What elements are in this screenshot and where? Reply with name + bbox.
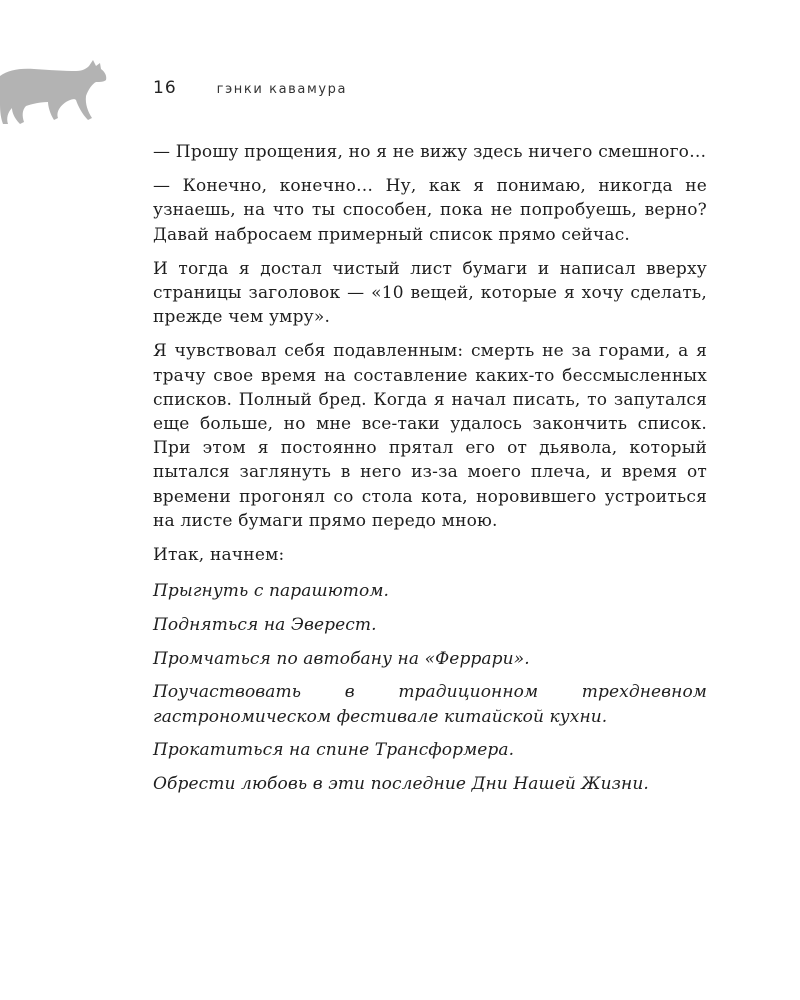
page-number: 16 — [153, 78, 177, 98]
list-item: Промчаться по автобану на «Феррари». — [153, 648, 530, 669]
list-item: Обрести любовь в эти последние Дни Нашей Жизни. — [153, 773, 649, 794]
list-item: Прыгнуть с парашютом. — [153, 581, 390, 602]
list-item: Поучаствовать в традиционном трехдневном гастрономическом фестивале китайской кухни. — [153, 682, 707, 727]
page-body — [153, 140, 707, 806]
page-header — [153, 78, 347, 98]
paragraph: И тогда я достал чистый лист бумаги и написал вверху страницы заголовок — «10 вещей, которые я хочу сделать, прежде чем умру». — [153, 258, 707, 328]
paragraph: — Прошу прощения, но я не вижу здесь ничего смешного… — [153, 142, 707, 162]
list-intro: Итак, начнем: — [153, 545, 285, 566]
cat-silhouette-icon — [0, 58, 112, 126]
list-item: Прокатиться на спине Трансформера. — [153, 740, 515, 761]
paragraph: — Конечно, конечно… Ну, как я понимаю, никогда не узнаешь, на что ты способен, пока не попробуешь, верно? Давай набросаем примерный список прямо сейчас. — [153, 176, 707, 245]
running-head-author: гэнки кавамура — [216, 82, 348, 97]
list-item: Подняться на Эверест. — [153, 614, 377, 635]
paragraph: Я чувствовал себя подавленным: смерть не за горами, а я трачу свое время на составление каких-то бессмысленных списков. Полный бред. Когда я начал писать, то запутался еще больше, но мне все-таки удалось закончить список. При этом я постоянно прятал его от дьявола, который пытался заглянуть в него из-за моего плеча, и время от времени прогонял со стола кота, норовившего устроиться на листе бумаги прямо передо мною. — [153, 341, 707, 531]
